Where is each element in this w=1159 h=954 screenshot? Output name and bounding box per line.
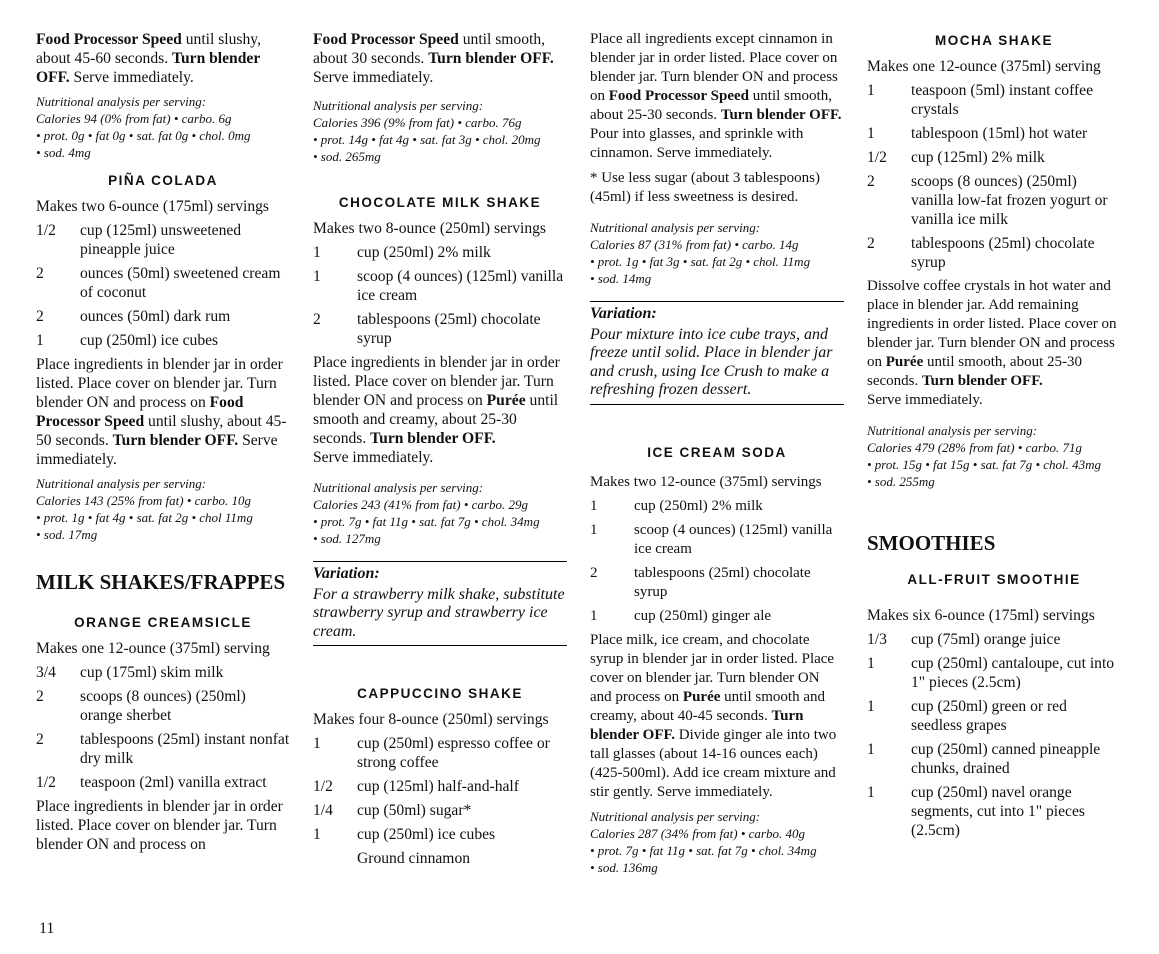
ingredient-item: 2 ounces (50ml) dark rum [36,308,231,325]
ingredient-item: 1 cup (250ml) 2% milk [313,244,491,261]
ingredient-item: 1 scoop (4 ounces) (125ml) vanilla ice cream [313,268,564,304]
section-heading-milk-shakes: MILK SHAKES/FRAPPES [36,570,286,594]
ingredient-item: 2 scoops (8 ounces) (250ml) vanilla low-fat frozen yogurt or vanilla ice milk [867,173,1108,228]
servings-text: Makes one 12-ounce (375ml) serving [36,640,270,657]
nutrition-block: Nutritional analysis per serving: Calories 396 (9% from fat) • carbo. 76g • prot. 14g • fat 4g • sat. fat 3g • chol. 20mg • sod. 265mg [313,98,541,164]
ingredient-item: 2 tablespoons (25ml) instant nonfat dry milk [36,731,290,767]
ingredient-item: 1 tablespoon (15ml) hot water [867,125,1088,142]
recipe-title-ice-cream-soda: ICE CREAM SODA [647,444,787,460]
recipe-title-cappuccino-shake: CAPPUCCINO SHAKE [357,686,523,701]
ingredient-item: 2 ounces (50ml) sweetened cream of coconut [36,265,281,301]
ingredient-item: 1 cup (250ml) canned pineapple chunks, drained [867,741,1101,777]
ingredient-item: 1/4 cup (50ml) sugar* [313,802,472,819]
nutrition-block: Nutritional analysis per serving: Calories 87 (31% from fat) • carbo. 14g • prot. 1g • fat 3g • sat. fat 2g • chol. 11mg • sod. 14mg [590,220,811,286]
ingredient-item: 1 cup (250ml) ice cubes [313,826,496,843]
ingredient-item: 1/2 teaspoon (2ml) vanilla extract [36,774,267,791]
ingredient-item: 1 teaspoon (5ml) instant coffee crystals [867,82,1094,118]
nutrition-block: Nutritional analysis per serving: Calories 143 (25% from fat) • carbo. 10g • prot. 1g • fat 4g • sat. fat 2g • chol 11mg • sod. 17mg [36,476,253,542]
ingredient-item: 1 cup (250ml) 2% milk [590,497,763,514]
nutrition-block: Nutritional analysis per serving: Calories 243 (41% from fat) • carbo. 29g • prot. 7g • fat 11g • sat. fat 7g • chol. 34mg • sod. 127mg [313,480,540,546]
recipe-title-orange-creamsicle: ORANGE CREAMSICLE [74,615,252,630]
recipe-title-mocha-shake: MOCHA SHAKE [934,33,1053,48]
ingredient-list [36,663,290,792]
ingredient-item: 1 cup (250ml) ice cubes [36,332,219,349]
servings-text: Makes one 12-ounce (375ml) serving [867,58,1101,75]
nutrition-block: Nutritional analysis per serving: Calories 94 (0% from fat) • carbo. 6g • prot. 0g • fat 0g • sat. fat 0g • chol. 0mg • sod. 4mg [36,94,251,160]
ingredient-item: 2 tablespoons (25ml) chocolate syrup [867,235,1095,271]
variation-title: Variation: [590,305,657,322]
ingredient-list [590,497,844,626]
instructions-paragraph: Place ingredients in blender jar in order listed. Place cover on blender jar. Turn blender ON and process on Food Processor Speed until slushy, about 45-50 seconds. Turn blender OFF. Serve immediately. [36,356,287,468]
ingredient-list [36,221,290,350]
recipe-title-chocolate-milk-shake: CHOCOLATE MILK SHAKE [338,195,542,210]
ingredient-item: 2 tablespoons (25ml) chocolate syrup [590,564,811,600]
ingredient-item: 1 scoop (4 ounces) (125ml) vanilla ice cream [590,521,833,557]
intro-paragraph: Food Processor Speed until slushy, about 45-60 seconds. Turn blender OFF. Serve immediately. [36,31,261,86]
ingredient-list [313,734,567,868]
ingredient-item: 1 cup (250ml) ginger ale [590,607,772,624]
ingredient-item: 3/4 cup (175ml) skim milk [36,664,224,681]
column-4 [867,30,1121,845]
ingredient-item: 2 tablespoons (25ml) chocolate syrup [313,311,541,347]
instructions-paragraph: Place ingredients in blender jar in order listed. Place cover on blender jar. Turn blender ON and process on Purée until smooth and creamy, about 25-30 seconds. Turn blender OFF. Serve immediately. [313,354,560,466]
ingredient-list [313,243,567,348]
servings-text: Makes two 8-ounce (250ml) servings [313,220,546,237]
nutrition-block: Nutritional analysis per serving: Calories 479 (28% from fat) • carbo. 71g • prot. 15g • fat 15g • sat. fat 7g • chol. 43mg • sod. 255mg [867,423,1102,489]
servings-text: Makes four 8-ounce (250ml) servings [313,711,549,728]
intro-paragraph: Food Processor Speed until smooth, about 30 seconds. Turn blender OFF. Serve immediately. [313,31,554,86]
column-1 [36,30,290,860]
servings-text: Makes two 6-ounce (175ml) servings [36,198,269,215]
servings-text: Makes six 6-ounce (175ml) servings [867,607,1095,624]
variation-text: Pour mixture into ice cube trays, and freeze until solid. Place in blender jar and crush, using Ice Crush to make a refreshing frozen dessert. [590,325,833,398]
variation-box [313,561,567,646]
nutrition-block: Nutritional analysis per serving: Calories 287 (34% from fat) • carbo. 40g • prot. 7g • fat 11g • sat. fat 7g • chol. 34mg • sod. 136mg [590,808,817,875]
variation-box [590,301,844,405]
ingredient-list [867,81,1121,272]
recipe-title-pina-colada: PIÑA COLADA [108,173,218,188]
column-2 [313,30,567,873]
column-3 [590,30,844,882]
ingredient-item: 2 scoops (8 ounces) (250ml) orange sherbet [36,688,246,724]
variation-title: Variation: [313,565,380,582]
ingredient-item: 1 cup (250ml) cantaloupe, cut into 1" pieces (2.5cm) [867,655,1115,691]
variation-text: For a strawberry milk shake, substitute strawberry syrup and strawberry ice cream. [313,585,565,640]
page-number: 11 [39,920,55,937]
ingredient-item: 1 cup (250ml) navel orange segments, cut into 1" pieces (2.5cm) [867,784,1085,839]
recipe-title-all-fruit-smoothie: ALL-FRUIT SMOOTHIE [907,572,1081,587]
footnote: * Use less sugar (about 3 tablespoons) (45ml) if less sweetness is desired. [590,170,820,205]
instructions-paragraph: Dissolve coffee crystals in hot water and place in blender jar. Add remaining ingredients in order listed. Place cover on blender jar. Turn blender ON and process on Purée until smooth, about 25-30 seconds. Turn blender OFF. Serve immediately. [867,278,1117,408]
instructions-paragraph: Place ingredients in blender jar in order listed. Place cover on blender jar. Turn blender ON and process on [36,798,283,853]
ingredient-item: Ground cinnamon [357,850,471,867]
ingredient-item: 1/2 cup (125ml) half-and-half [313,778,519,795]
ingredient-item: 1/2 cup (125ml) unsweetened pineapple juice [36,222,242,258]
instructions-paragraph: Place milk, ice cream, and chocolate syrup in blender jar in order listed. Place cover on blender jar. Turn blender ON and process on Purée until smooth and creamy, about 40-45 seconds. Turn blender OFF. Divide ginger ale into two tall glasses (about 14-16 ounces each) (425-500ml). Add ice cream mixture and stir gently. Serve immediately. [590,631,837,800]
ingredient-item: 1/3 cup (75ml) orange juice [867,631,1061,648]
ingredient-list [867,630,1121,840]
ingredient-item: 1/2 cup (125ml) 2% milk [867,149,1045,166]
section-heading-smoothies: SMOOTHIES [867,531,996,555]
instructions-paragraph: Place all ingredients except cinnamon in blender jar in order listed. Place cover on blender jar. Turn blender ON and process on Food Processor Speed until smooth, about 25-30 seconds. Turn blender OFF. Pour into glasses, and sprinkle with cinnamon. Serve immediately. [590,31,842,161]
servings-text: Makes two 12-ounce (375ml) servings [590,473,822,490]
ingredient-item: 1 cup (250ml) green or red seedless grapes [867,698,1067,734]
ingredient-item: 1 cup (250ml) espresso coffee or strong coffee [313,735,550,771]
